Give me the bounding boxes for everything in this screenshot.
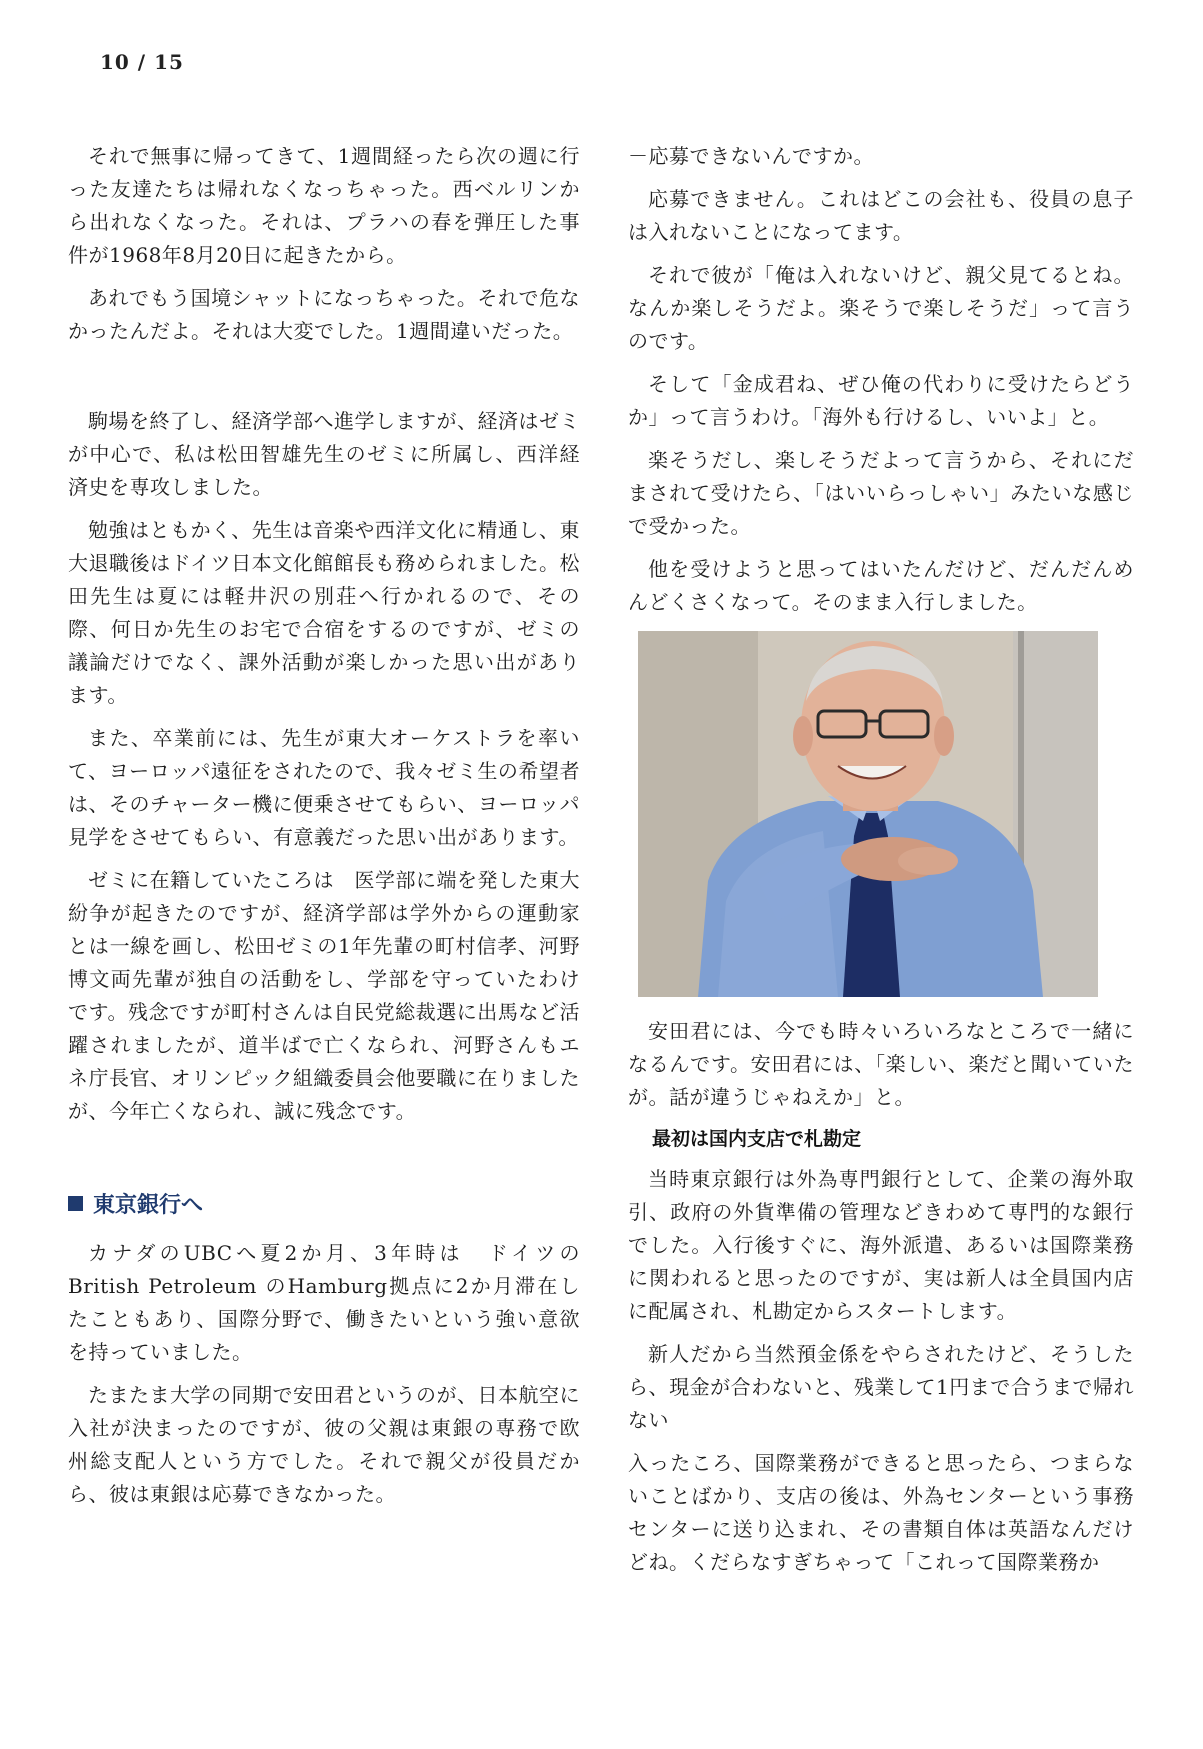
paragraph: また、卒業前には、先生が東大オーケストラを率いて、ヨーロッパ遠征をされたので、我々ゼミ生の希望者は、そのチャーター機に便乗させてもらい、ヨーロッパ見学をさせてもらい、有意義だった思い出があります。 — [68, 726, 580, 849]
paragraph: たまたま大学の同期で安田君というのが、日本航空に入社が決まったのですが、彼の父親は東銀の専務で欧州総支配人という方でした。それで親父が役員だから、彼は東銀は応募できなかった。 — [68, 1383, 580, 1506]
paragraph: そして「金成君ね、ぜひ俺の代わりに受けたらどうか」って言うわけ。「海外も行けるし、いいよ」と。 — [628, 372, 1134, 429]
paragraph: 入ったころ、国際業務ができると思ったら、つまらないことばかり、支店の後は、外為センターという事務センターに送り込まれ、その書類自体は英語なんだけどね。くだらなすぎちゃって「これって国際業務か — [628, 1451, 1134, 1574]
paragraph: －応募できないんですか。 — [628, 144, 874, 168]
paragraph: ゼミに在籍していたころは 医学部に端を発した東大紛争が起きたのですが、経済学部は学外からの運動家とは一線を画し、松田ゼミの1年先輩の町村信孝、河野博文両先輩が独自の活動をし、学部を守っていたわけです。残念ですが町村さんは自民党総裁選に出馬など活躍されましたが、道半ばで亡くなられ、河野さんもエネ庁長官、オリンピック組織委員会他要職に在りましたが、今年亡くなられ、誠に残念です。 — [68, 868, 580, 1123]
page-number: 10 / 15 — [100, 50, 184, 74]
paragraph: 楽そうだし、楽しそうだよって言うから、それにだまされて受けたら、「はいいらっしゃい」みたいな感じで受かった。 — [628, 448, 1134, 538]
paragraph: 駒場を終了し、経済学部へ進学しますが、経済はゼミが中心で、私は松田智雄先生のゼミに所属し、西洋経済史を専攻しました。 — [68, 409, 580, 499]
paragraph: あれでもう国境シャットになっちゃった。それで危なかったんだよ。それは大変でした。1週間違いだった。 — [68, 286, 580, 343]
paragraph: 勉強はともかく、先生は音楽や西洋文化に精通し、東大退職後はドイツ日本文化館館長も務められました。松田先生は夏には軽井沢の別荘へ行かれるので、その際、何日か先生のお宅で合宿をするのですが、ゼミの議論だけでなく、課外活動が楽しかった思い出があります。 — [68, 518, 580, 707]
section-heading-text: 東京銀行へ — [93, 1193, 204, 1218]
paragraph: 他を受けようと思ってはいたんだけど、だんだんめんどくさくなって。そのまま入行しました。 — [628, 557, 1134, 614]
paragraph: カナダのUBCへ夏2か月、3年時は ドイツのBritish Petroleum のHamburg拠点に2か月滞在したこともあり、国際分野で、働きたいという強い意欲を持っていました。 — [68, 1241, 580, 1364]
heading-square-icon — [68, 1196, 83, 1211]
paragraph: それで無事に帰ってきて、1週間経ったら次の週に行った友達たちは帰れなくなっちゃった。西ベルリンから出れなくなった。それは、プラハの春を弾圧した事件が1968年8月20日に起きたから。 — [68, 144, 580, 267]
left-column — [68, 140, 580, 1521]
paragraph: 応募できません。これはどこの会社も、役員の息子は入れないことになってます。 — [628, 187, 1134, 244]
section-gap — [68, 1138, 580, 1188]
right-column — [628, 140, 1134, 1589]
paragraph: 安田君には、今でも時々いろいろなところで一緒になるんです。安田君には、「楽しい、楽だと聞いていたが。話が違うじゃねえか」と。 — [628, 1019, 1134, 1109]
sub-heading: 最初は国内支店で札勘定 — [652, 1128, 862, 1150]
paragraph: 新人だから当然預金係をやらされたけど、そうしたら、現金が合わないと、残業して1円まで合うまで帰れない — [628, 1342, 1134, 1432]
paragraph: それで彼が「俺は入れないけど、親父見てるとね。なんか楽しそうだよ。楽そうで楽しそうだ」って言うのです。 — [628, 263, 1134, 353]
interview-photo — [638, 631, 1098, 997]
section-heading — [68, 1188, 580, 1219]
section-gap — [68, 358, 580, 405]
paragraph: 当時東京銀行は外為専門銀行として、企業の海外取引、政府の外貨準備の管理などきわめて専門的な銀行でした。入行後すぐに、海外派遣、あるいは国際業務に関われると思ったのですが、実は新人は全員国内店に配属され、札勘定からスタートします。 — [628, 1167, 1134, 1323]
